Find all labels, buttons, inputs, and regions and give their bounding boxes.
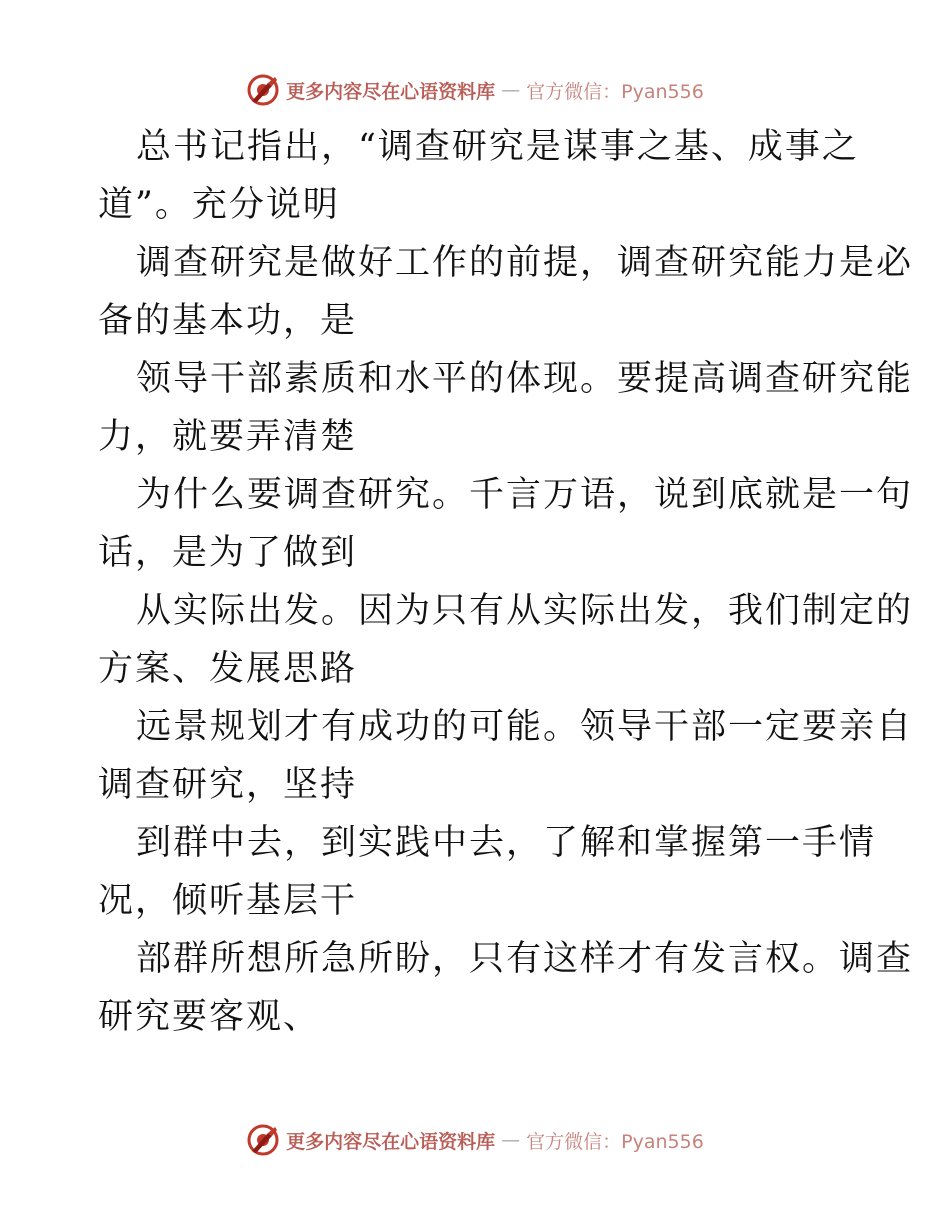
header-banner [0, 70, 950, 110]
header-separator: — [501, 79, 521, 101]
body-line-10: 方案、发展思路 [98, 649, 358, 689]
footer-separator: — [501, 1129, 521, 1151]
body-line-1: 总书记指出，“调查研究是谋事之基、成事之 [136, 127, 859, 167]
brand-logo-icon [246, 73, 280, 107]
body-line-4: 备的基本功，是 [98, 301, 358, 341]
body-line-3: 调查研究是做好工作的前提，调查研究能力是必 [136, 243, 914, 283]
body-line-9: 从实际出发。因为只有从实际出发，我们制定的 [136, 591, 914, 631]
body-line-2: 道”。充分说明 [98, 185, 340, 225]
brand-logo-icon [246, 1123, 280, 1157]
body-line-11: 远景规划才有成功的可能。领导干部一定要亲自 [136, 707, 914, 747]
footer-brand-text: 更多内容尽在心语资料库 [286, 1130, 496, 1153]
body-line-14: 况，倾听基层干 [98, 881, 358, 921]
body-line-12: 调查研究，坚持 [98, 765, 358, 805]
footer-banner [0, 1120, 950, 1160]
footer-wechat-text: 官方微信：Pyan556 [526, 1130, 704, 1153]
body-line-15: 部群所想所急所盼，只有这样才有发言权。调查 [136, 939, 914, 979]
body-line-13: 到群中去，到实践中去，了解和掌握第一手情 [136, 823, 877, 863]
header-brand-text: 更多内容尽在心语资料库 [286, 80, 496, 103]
body-line-16: 研究要客观、 [98, 997, 321, 1037]
body-line-6: 力，就要弄清楚 [98, 417, 358, 457]
document-body [98, 118, 914, 1046]
body-line-5: 领导干部素质和水平的体现。要提高调查研究能 [136, 359, 914, 399]
body-line-7: 为什么要调查研究。千言万语，说到底就是一句 [136, 475, 914, 515]
body-line-8: 话，是为了做到 [98, 533, 358, 573]
header-wechat-text: 官方微信：Pyan556 [526, 80, 704, 103]
